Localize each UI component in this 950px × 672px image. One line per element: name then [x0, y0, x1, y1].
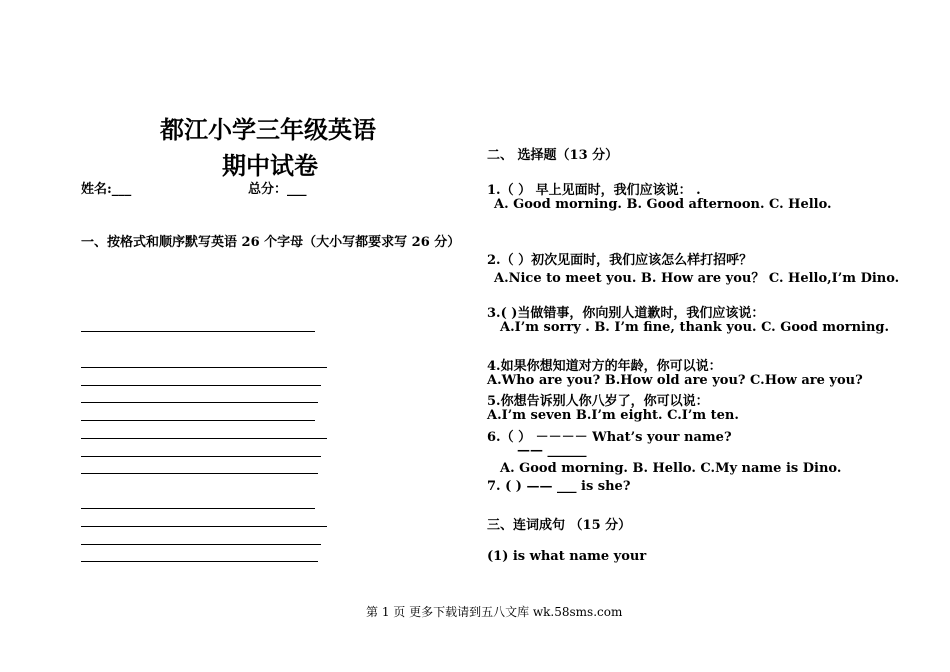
writing-line: [81, 385, 321, 386]
score-field-label: 总分：___: [248, 182, 307, 197]
writing-line: [81, 561, 318, 562]
writing-line: [81, 438, 327, 439]
exam-title-line1: 都江小学三年级英语: [160, 115, 376, 144]
question-2-stem: 2.（ ）初次见面时，我们应该怎么样打招呼？: [487, 253, 753, 268]
question-1-stem: 1.（ ） 早上见面时，我们应该说： .: [487, 183, 701, 198]
question-3-stem: 3.( )当做错事，你向别人道歉时，我们应该说：: [487, 306, 765, 321]
writing-line: [81, 331, 315, 332]
question-4-options: A.Who are you? B.How old are you? C.How are you?: [487, 373, 863, 388]
question-6-stem: 6.（ ） －－－－ What’s your name?: [487, 430, 732, 445]
section3-question-1: (1) is what name your: [487, 549, 647, 564]
question-3-options: A.I’m sorry . B. I’m fine, thank you. C. Good morning.: [500, 320, 890, 335]
writing-line: [81, 508, 315, 509]
writing-line: [81, 544, 321, 545]
exam-title-line2: 期中试卷: [222, 151, 318, 180]
section1-heading: 一、按格式和顺序默写英语 26 个字母（大小写都要求写 26 分）: [81, 235, 461, 250]
question-4-stem: 4.如果你想知道对方的年龄，你可以说：: [487, 359, 722, 374]
writing-line: [81, 367, 327, 368]
question-2-options: A.Nice to meet you. B. How are you？ C. Hello,I’m Dino.: [494, 271, 900, 286]
writing-line: [81, 526, 327, 527]
question-6-blank: —— ______: [517, 443, 587, 458]
writing-line: [81, 420, 315, 421]
name-field-label: 姓名:___: [81, 182, 132, 197]
question-7-stem: 7. ( ) —— ___ is she?: [487, 479, 631, 494]
section2-heading: 二、 选择题（13 分）: [487, 148, 619, 163]
question-5-options: A.I’m seven B.I’m eight. C.I’m ten.: [487, 408, 739, 423]
writing-line: [81, 456, 321, 457]
question-1-options: A. Good morning. B. Good afternoon. C. Hello.: [494, 197, 832, 212]
page-footer: 第 1 页 更多下载请到五八文库 wk.58sms.com: [366, 605, 623, 619]
writing-line: [81, 402, 318, 403]
section3-heading: 三、连词成句 （15 分）: [487, 518, 632, 533]
writing-line: [81, 473, 318, 474]
question-6-options: A. Good morning. B. Hello. C.My name is Dino.: [500, 461, 842, 476]
question-5-stem: 5.你想告诉别人你八岁了，你可以说：: [487, 394, 709, 409]
